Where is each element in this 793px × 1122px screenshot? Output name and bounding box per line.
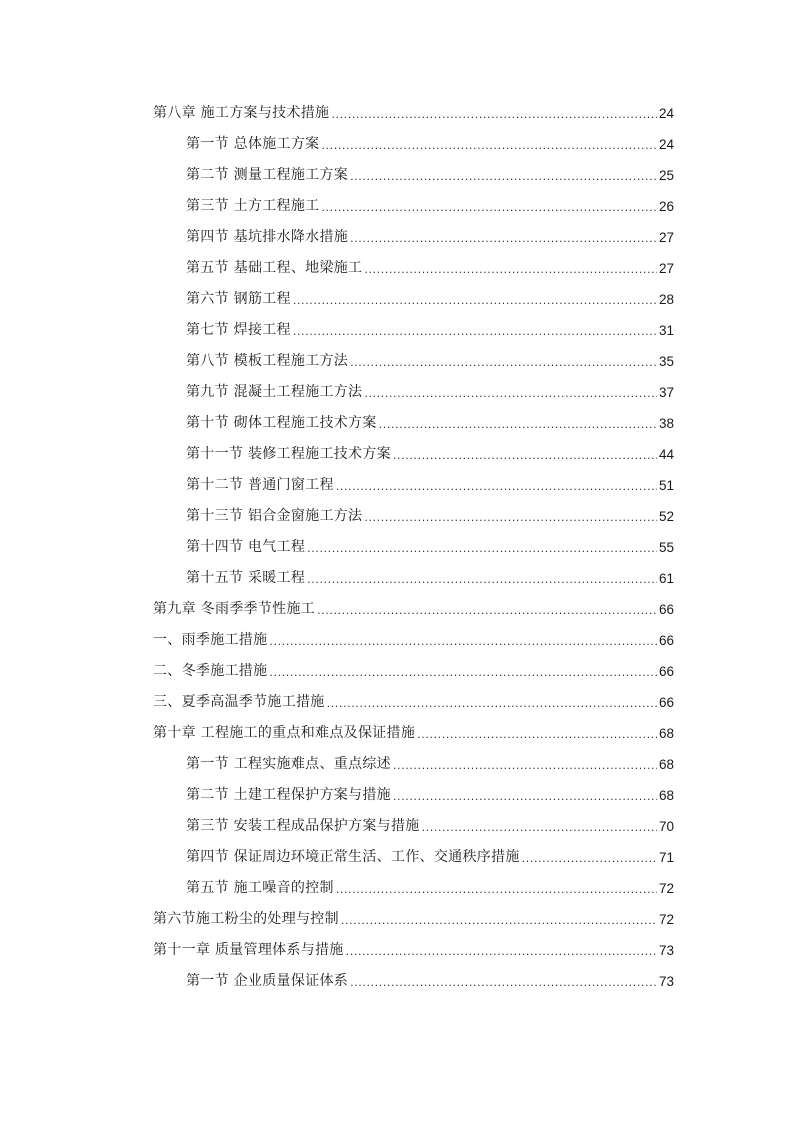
toc-dot-leader bbox=[379, 408, 657, 439]
toc-page-number: 27 bbox=[658, 230, 674, 245]
toc-page-number: 28 bbox=[658, 292, 674, 307]
toc-page-number: 35 bbox=[658, 354, 674, 369]
toc-page-number: 27 bbox=[658, 261, 674, 276]
toc-page-number: 31 bbox=[658, 323, 674, 338]
toc-dot-leader bbox=[364, 253, 657, 284]
toc-entry[interactable] bbox=[153, 656, 674, 687]
toc-dot-leader bbox=[393, 439, 657, 470]
toc-entry[interactable] bbox=[153, 253, 674, 284]
toc-dot-leader bbox=[393, 780, 657, 811]
toc-entry[interactable] bbox=[153, 129, 674, 160]
toc-page-number: 72 bbox=[658, 881, 674, 896]
toc-dot-leader bbox=[350, 222, 657, 253]
toc-entry-title: 第八节 模板工程施工方法 bbox=[186, 353, 349, 369]
toc-entry[interactable] bbox=[153, 439, 674, 470]
toc-page-number: 24 bbox=[658, 137, 674, 152]
toc-entry[interactable] bbox=[153, 470, 674, 501]
toc-entry-title: 第四节 基坑排水降水措施 bbox=[186, 229, 349, 245]
toc-dot-leader bbox=[331, 98, 657, 129]
toc-entry-title: 第十三节 铝合金窗施工方法 bbox=[186, 508, 363, 524]
toc-entry-title: 第二节 测量工程施工方案 bbox=[186, 167, 349, 183]
toc-dot-leader bbox=[350, 966, 657, 997]
toc-page-number: 66 bbox=[658, 633, 674, 648]
toc-page-number: 68 bbox=[658, 726, 674, 741]
toc-page-number: 38 bbox=[658, 416, 674, 431]
toc-entry-title: 第十一章 质量管理体系与措施 bbox=[153, 942, 344, 958]
toc-entry[interactable] bbox=[153, 315, 674, 346]
toc-entry-title: 第一节 工程实施难点、重点综述 bbox=[186, 756, 391, 772]
toc-entry[interactable] bbox=[153, 718, 674, 749]
toc-entry[interactable] bbox=[153, 408, 674, 439]
toc-entry-title: 第十五节 采暖工程 bbox=[186, 570, 306, 586]
toc-entry-title: 第九节 混凝土工程施工方法 bbox=[186, 384, 363, 400]
toc-dot-leader bbox=[350, 160, 657, 191]
toc-entry-title: 第一节 企业质量保证体系 bbox=[186, 973, 349, 989]
toc-entry-title: 第十节 砌体工程施工技术方案 bbox=[186, 415, 377, 431]
toc-entry[interactable] bbox=[153, 160, 674, 191]
toc-dot-leader bbox=[293, 315, 657, 346]
toc-page-number: 71 bbox=[658, 850, 674, 865]
toc-entry-title: 第六节施工粉尘的处理与控制 bbox=[153, 911, 339, 927]
toc-page-number: 55 bbox=[658, 540, 674, 555]
toc-dot-leader bbox=[317, 594, 657, 625]
toc-page-number: 24 bbox=[658, 106, 674, 121]
toc-entry[interactable] bbox=[153, 532, 674, 563]
toc-entry[interactable] bbox=[153, 780, 674, 811]
toc-entry[interactable] bbox=[153, 563, 674, 594]
toc-page-number: 72 bbox=[658, 912, 674, 927]
toc-page-number: 68 bbox=[658, 757, 674, 772]
toc-page-number: 52 bbox=[658, 509, 674, 524]
toc-dot-leader bbox=[336, 470, 657, 501]
toc-page-number: 73 bbox=[658, 974, 674, 989]
toc-entry-title: 第五节 基础工程、地梁施工 bbox=[186, 260, 363, 276]
toc-dot-leader bbox=[269, 656, 657, 687]
toc-entry[interactable] bbox=[153, 966, 674, 997]
toc-entry-title: 第三节 安装工程成品保护方案与措施 bbox=[186, 818, 420, 834]
toc-dot-leader bbox=[293, 284, 657, 315]
toc-page-number: 73 bbox=[658, 943, 674, 958]
toc-dot-leader bbox=[393, 749, 657, 780]
toc-entry-title: 一、雨季施工措施 bbox=[153, 632, 268, 648]
toc-entry[interactable] bbox=[153, 904, 674, 935]
toc-entry[interactable] bbox=[153, 222, 674, 253]
toc-page-number: 44 bbox=[658, 447, 674, 462]
toc-dot-leader bbox=[269, 625, 657, 656]
toc-entry-title: 第一节 总体施工方案 bbox=[186, 136, 320, 152]
toc-entry-title: 第八章 施工方案与技术措施 bbox=[153, 105, 330, 121]
toc-page-number: 51 bbox=[658, 478, 674, 493]
toc-entry[interactable] bbox=[153, 873, 674, 904]
toc-dot-leader bbox=[522, 842, 657, 873]
toc-page-number: 66 bbox=[658, 664, 674, 679]
toc-dot-leader bbox=[336, 873, 657, 904]
toc-entry-title: 第四节 保证周边环境正常生活、工作、交通秩序措施 bbox=[186, 849, 520, 865]
toc-entry[interactable] bbox=[153, 501, 674, 532]
toc-entry-title: 第六节 钢筋工程 bbox=[186, 291, 291, 307]
toc-dot-leader bbox=[364, 377, 657, 408]
toc-dot-leader bbox=[321, 191, 657, 222]
toc-entry-title: 第五节 施工噪音的控制 bbox=[186, 880, 334, 896]
toc-page-number: 25 bbox=[658, 168, 674, 183]
toc-entry-title: 第九章 冬雨季季节性施工 bbox=[153, 601, 316, 617]
toc-dot-leader bbox=[350, 346, 657, 377]
toc-dot-leader bbox=[321, 129, 657, 160]
toc-entry[interactable] bbox=[153, 284, 674, 315]
toc-entry-title: 二、冬季施工措施 bbox=[153, 663, 268, 679]
toc-page-number: 37 bbox=[658, 385, 674, 400]
toc-page-number: 26 bbox=[658, 199, 674, 214]
toc-entry-title: 第十二节 普通门窗工程 bbox=[186, 477, 334, 493]
toc-entry[interactable] bbox=[153, 687, 674, 718]
toc-entry-title: 第十一节 装修工程施工技术方案 bbox=[186, 446, 391, 462]
toc-entry[interactable] bbox=[153, 625, 674, 656]
toc-entry[interactable] bbox=[153, 594, 674, 625]
toc-entry[interactable] bbox=[153, 346, 674, 377]
toc-entry-title: 第三节 土方工程施工 bbox=[186, 198, 320, 214]
toc-entry-title: 第七节 焊接工程 bbox=[186, 322, 291, 338]
toc-entry[interactable] bbox=[153, 191, 674, 222]
toc-dot-leader bbox=[341, 904, 657, 935]
toc-entry-title: 三、夏季高温季节施工措施 bbox=[153, 694, 325, 710]
toc-entry[interactable] bbox=[153, 935, 674, 966]
toc-page-number: 66 bbox=[658, 602, 674, 617]
toc-dot-leader bbox=[307, 532, 657, 563]
toc-page-number: 68 bbox=[658, 788, 674, 803]
toc-page-number: 66 bbox=[658, 695, 674, 710]
toc-page-number: 61 bbox=[658, 571, 674, 586]
table-of-contents bbox=[153, 98, 674, 997]
toc-dot-leader bbox=[327, 687, 657, 718]
toc-dot-leader bbox=[417, 718, 657, 749]
toc-dot-leader bbox=[346, 935, 657, 966]
toc-entry[interactable] bbox=[153, 842, 674, 873]
toc-entry-title: 第十章 工程施工的重点和难点及保证措施 bbox=[153, 725, 416, 741]
toc-entry[interactable] bbox=[153, 811, 674, 842]
toc-entry[interactable] bbox=[153, 377, 674, 408]
toc-entry-title: 第二节 土建工程保护方案与措施 bbox=[186, 787, 391, 803]
toc-dot-leader bbox=[307, 563, 657, 594]
toc-entry-title: 第十四节 电气工程 bbox=[186, 539, 306, 555]
toc-page-number: 70 bbox=[658, 819, 674, 834]
toc-dot-leader bbox=[364, 501, 657, 532]
toc-entry[interactable] bbox=[153, 749, 674, 780]
toc-dot-leader bbox=[422, 811, 657, 842]
toc-entry[interactable] bbox=[153, 98, 674, 129]
